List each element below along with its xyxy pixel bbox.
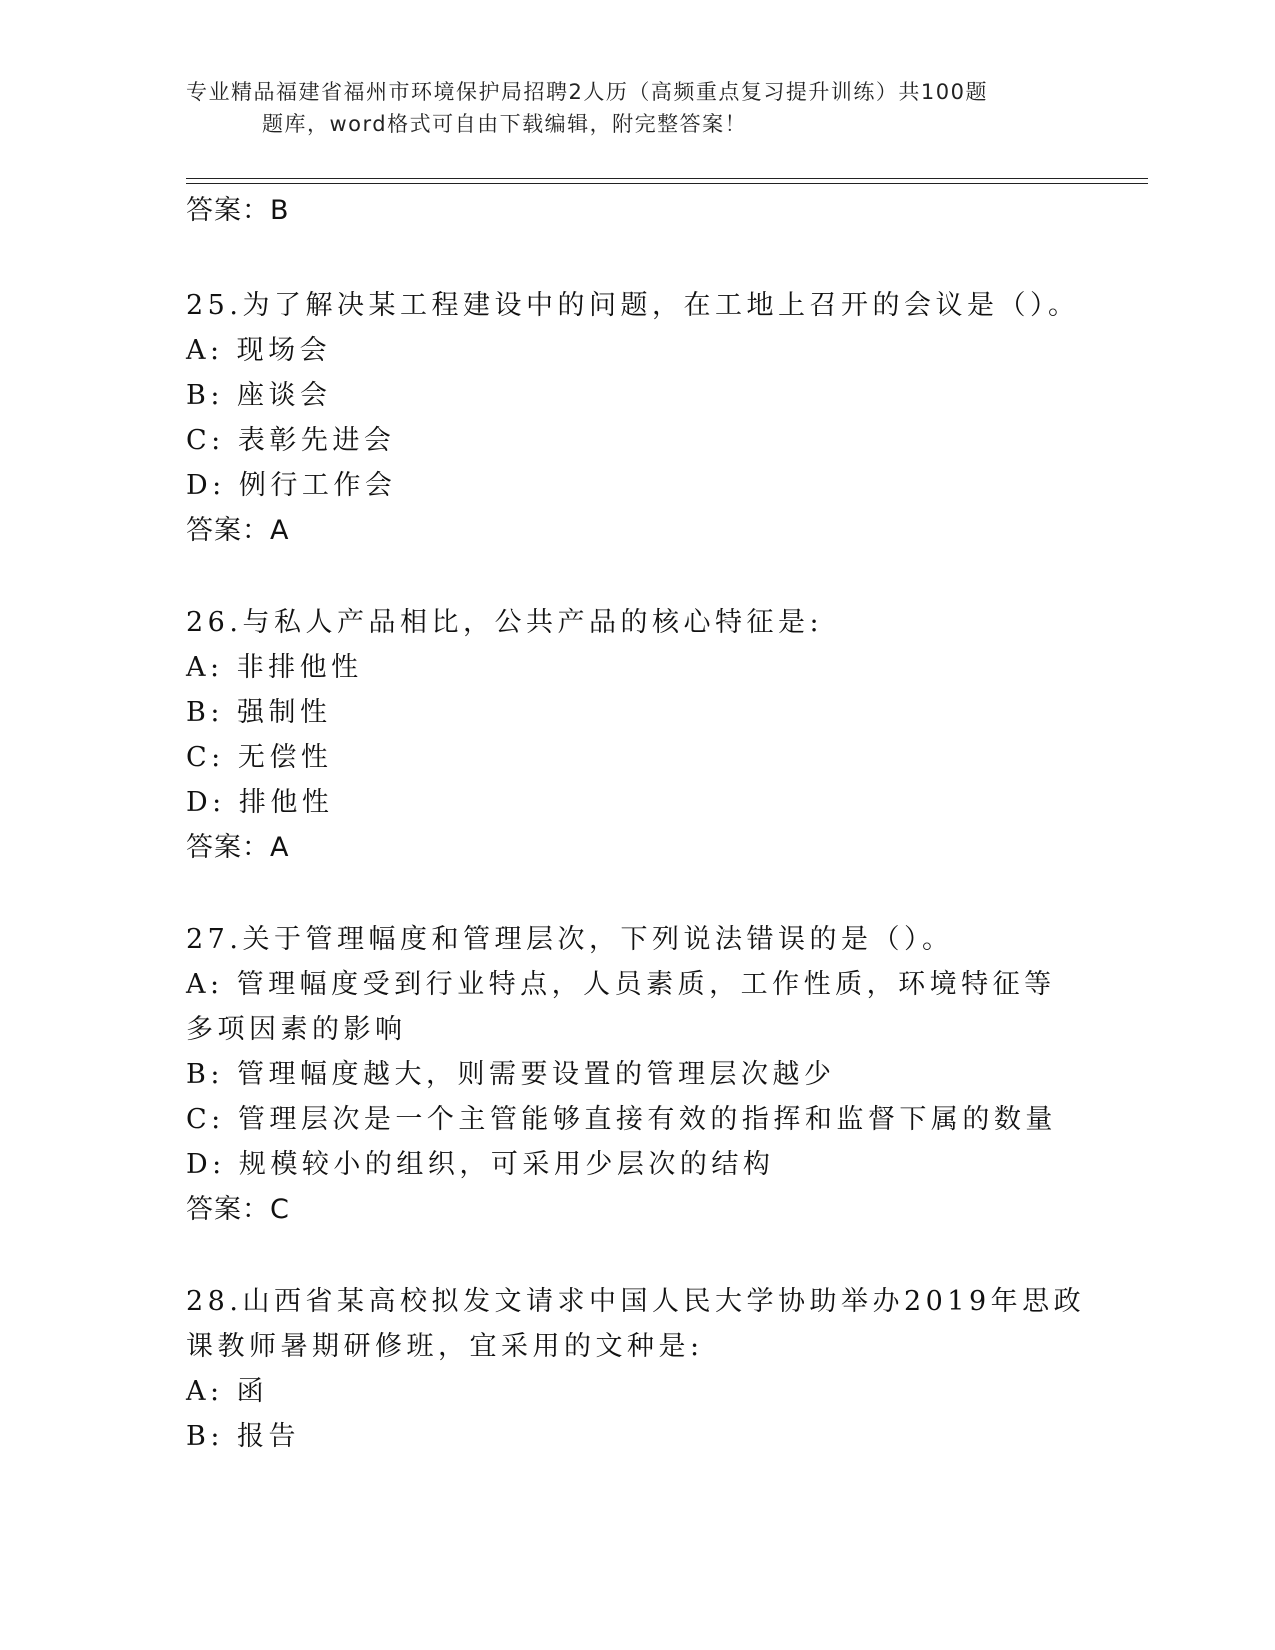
answer: 答案：A: [186, 515, 290, 546]
question-26: [186, 600, 1086, 870]
document-header: [186, 76, 1086, 140]
spacer: [186, 553, 1086, 600]
spacer: [186, 1232, 1086, 1279]
question-27: [186, 917, 1086, 1232]
option-b: B: 强制性: [186, 697, 332, 728]
option-c: C: 无偿性: [186, 742, 333, 773]
header-title-line2: 题库，word格式可自由下载编辑，附完整答案！: [262, 112, 748, 136]
option-d: D: 排他性: [186, 787, 334, 818]
question-list: [186, 186, 1086, 1459]
question-text: 28.山西省某高校拟发文请求中国人民大学协助举办2019年思政课教师暑期研修班，宜采用的文种是:: [186, 1286, 1086, 1362]
header-title-line1: 专业精品福建省福州市环境保护局招聘2人历（高频重点复习提升训练）共100题: [186, 80, 988, 104]
option-b: B: 座谈会: [186, 380, 332, 411]
question-25: [186, 283, 1086, 553]
option-b: B: 报告: [186, 1421, 301, 1452]
option-d: D: 例行工作会: [186, 470, 397, 501]
spacer: [186, 870, 1086, 917]
option-a: A: 函: [186, 1376, 269, 1407]
question-28: [186, 1279, 1086, 1459]
option-a: A: 非排他性: [186, 652, 363, 683]
option-c: C: 表彰先进会: [186, 425, 396, 456]
option-d: D: 规模较小的组织，可采用少层次的结构: [186, 1149, 775, 1180]
answer: 答案：C: [186, 1194, 290, 1225]
previous-answer: 答案：B: [186, 195, 290, 226]
option-a: A: 现场会: [186, 335, 332, 366]
spacer: [186, 236, 1086, 283]
option-a: A: 管理幅度受到行业特点，人员素质，工作性质，环境特征等多项因素的影响: [186, 969, 1056, 1045]
option-b: B: 管理幅度越大，则需要设置的管理层次越少: [186, 1059, 836, 1090]
question-text: 27.关于管理幅度和管理层次，下列说法错误的是（）。: [186, 924, 954, 955]
header-rule-bottom: [186, 183, 1148, 184]
option-c: C: 管理层次是一个主管能够直接有效的指挥和监督下属的数量: [186, 1104, 1057, 1135]
answer: 答案：A: [186, 832, 290, 863]
question-text: 26.与私人产品相比，公共产品的核心特征是:: [186, 607, 824, 638]
header-rule-top: [186, 178, 1148, 179]
question-text: 25.为了解决某工程建设中的问题，在工地上召开的会议是（）。: [186, 290, 1080, 321]
